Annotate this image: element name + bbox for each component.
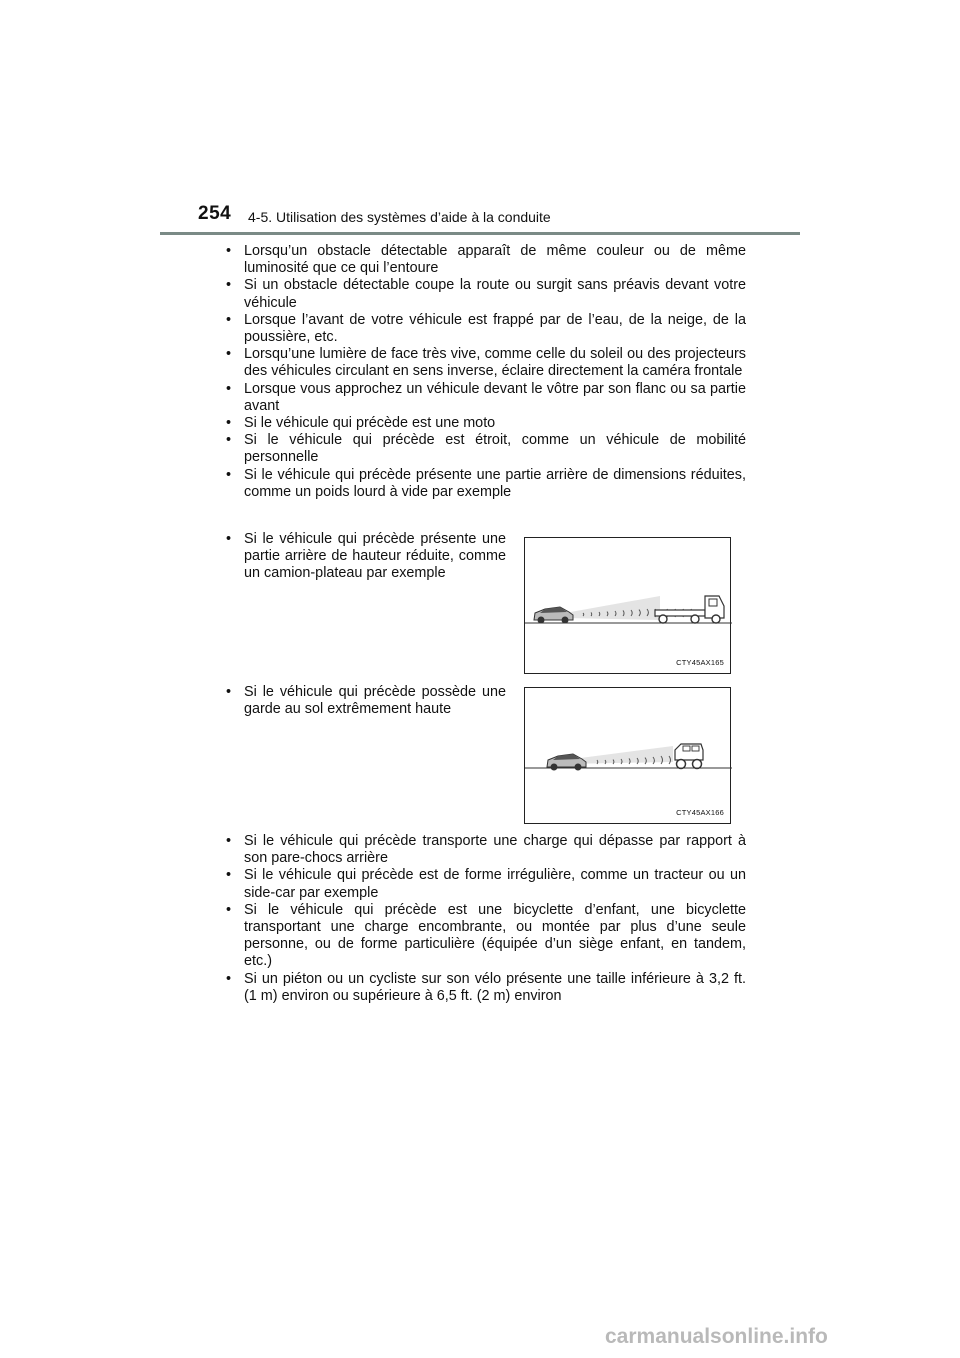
figure-flatbed-truck (524, 537, 731, 674)
page-number: 254 (198, 203, 232, 224)
list-item: • Si le véhicule qui précède est étroit, comme un véhicule de mobilité personnelle (226, 432, 746, 466)
car-following-high-clearance-vehicle-icon (525, 688, 732, 825)
car-following-flatbed-truck-icon (525, 538, 732, 675)
list-item: • Si un obstacle détectable coupe la route ou surgit sans préavis devant votre véhicule (226, 277, 746, 311)
sensor-beam (565, 596, 660, 620)
car-icon (534, 607, 573, 624)
list-item: • Si le véhicule qui précède possède une garde au sol extrêmement haute (226, 684, 506, 718)
flatbed-truck-icon (655, 596, 724, 623)
list-item: • Lorsqu’un obstacle détectable apparaît de même couleur ou de même luminosité que ce qui l’entoure (226, 243, 746, 277)
section-title: 4-5. Utilisation des systèmes d’aide à la conduite (248, 209, 551, 225)
figure-code: CTY45AX166 (676, 808, 724, 817)
figure-code: CTY45AX165 (676, 658, 724, 667)
list-item: • Si le véhicule qui précède transporte une charge qui dépasse par rapport à son pare-chocs arrière (226, 833, 746, 867)
bullet-list-figure2 (226, 684, 506, 718)
list-item: • Si le véhicule qui précède est une moto (226, 415, 496, 432)
list-item: • Si le véhicule qui précède présente une partie arrière de hauteur réduite, comme un camion-plateau par exemple (226, 531, 506, 582)
header-rule (160, 232, 800, 235)
list-item: • Si le véhicule qui précède présente une partie arrière de dimensions réduites, comme un poids lourd à vide par exemple (226, 466, 746, 500)
list-item: • Lorsque l’avant de votre véhicule est frappé par de l’eau, de la neige, de la poussière, etc. (226, 311, 746, 346)
list-item: • Si le véhicule qui précède est de forme irrégulière, comme un tracteur ou un side-car par exemple (226, 867, 746, 901)
list-item: • Si le véhicule qui précède est une bicyclette d’enfant, une bicyclette transportant une charge encombrante, ou montée par plus d’une seule personne, ou de forme particulière (équipée d’un siège enfant, en tandem, etc.) (226, 901, 746, 970)
bullet-list-top (226, 243, 746, 501)
high-clearance-vehicle-icon (675, 744, 703, 769)
list-item: • Lorsque vous approchez un véhicule devant le vôtre par son flanc ou sa partie avant (226, 380, 746, 414)
bullet-list-bottom (226, 833, 746, 1005)
bullet-list-figure1 (226, 531, 506, 583)
list-item: • Lorsqu’une lumière de face très vive, comme celle du soleil ou des projecteurs des véhicules circulant en sens inverse, éclaire directement la caméra frontale (226, 346, 746, 380)
list-item: • Si un piéton ou un cycliste sur son vélo présente une taille inférieure à 3,2 ft. (1 m) environ ou supérieure à 6,5 ft. (2 m) environ (226, 970, 746, 1004)
figure-high-clearance-vehicle (524, 687, 731, 824)
watermark: carmanualsonline.info (605, 1325, 828, 1348)
